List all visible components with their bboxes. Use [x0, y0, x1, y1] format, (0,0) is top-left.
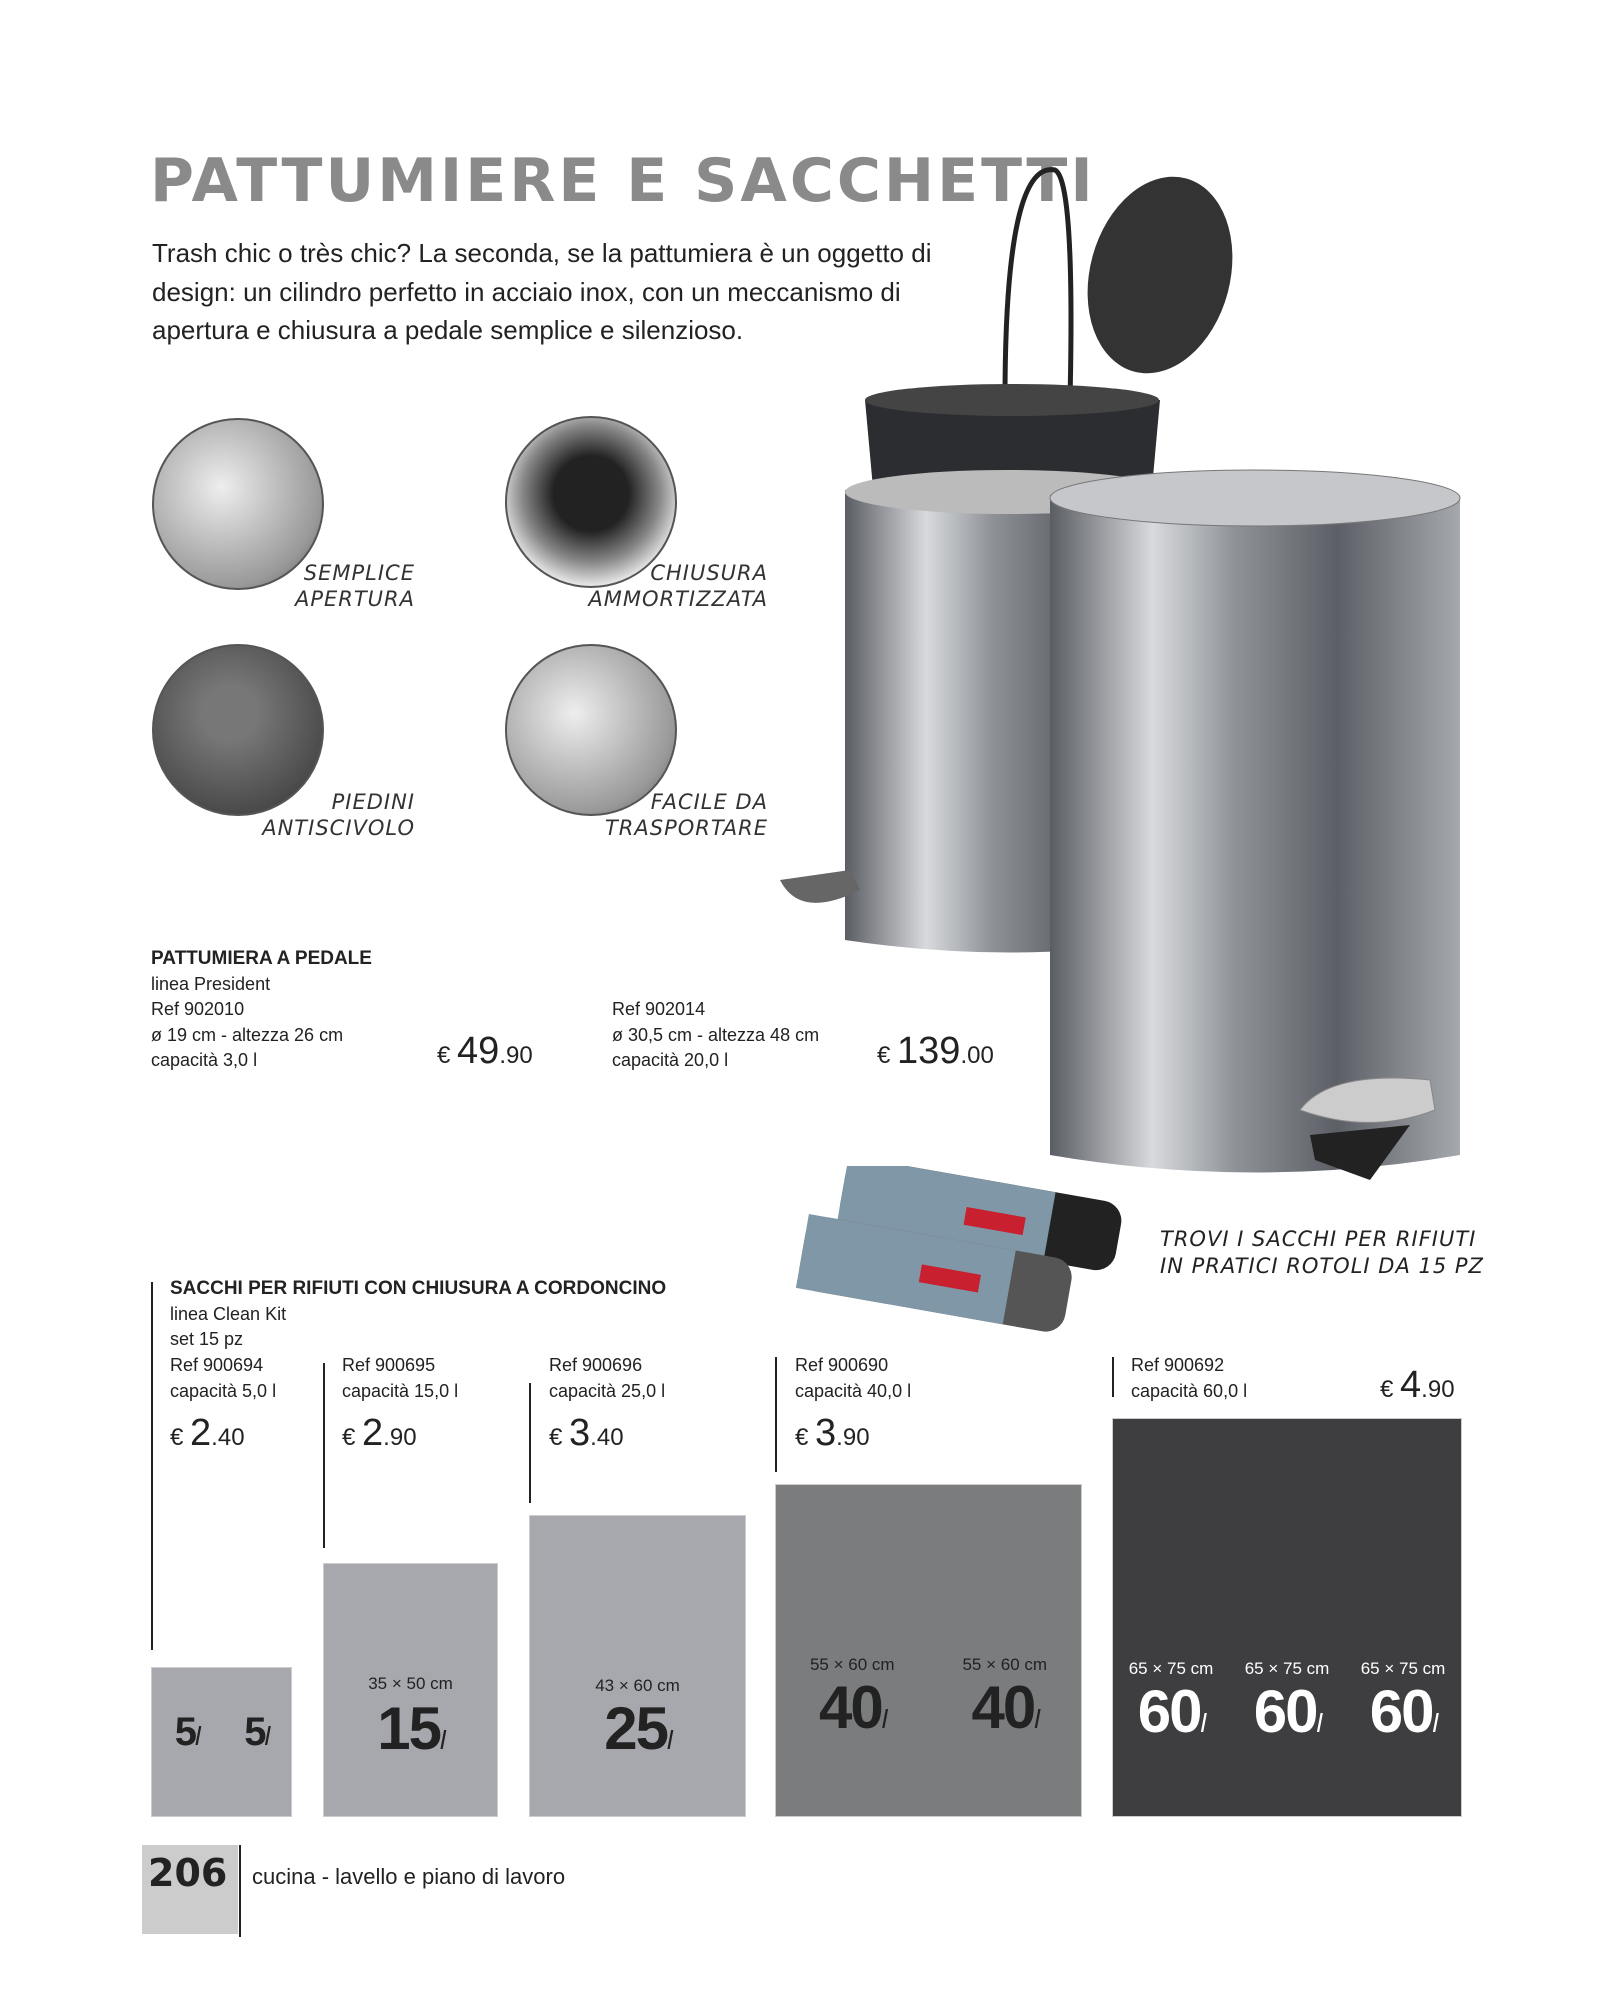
feature-label: CHIUSURA AMMORTIZZATA	[588, 561, 768, 611]
price-902010: € 49.90	[437, 1030, 533, 1072]
page-number: 206	[148, 1851, 228, 1895]
price-902014: € 139.00	[877, 1030, 994, 1072]
bag-info: Ref 900694 capacità 5,0 l	[170, 1355, 277, 1401]
feature-label: PIEDINI ANTISCIVOLO	[262, 790, 415, 840]
divider	[323, 1363, 325, 1548]
divider	[1112, 1357, 1114, 1397]
feature-label: SEMPLICE APERTURA	[294, 561, 415, 611]
intro-text: Trash chic o très chic? La seconda, se la pattumiera è un oggetto di design: un cilindro perfetto in acciaio inox, con un meccanismo di apertura e chiusura a pedale semplice e silenzioso.	[152, 238, 932, 345]
section-label: cucina - lavello e piano di lavoro	[252, 1864, 566, 1889]
bag-info: Ref 900692 capacità 60,0 l	[1131, 1355, 1248, 1401]
bin-product-info: Ref 902014 ø 30,5 cm - altezza 48 cm capacità 20,0 l	[612, 999, 820, 1070]
divider	[529, 1383, 531, 1503]
feature-label: FACILE DA TRASPORTARE	[604, 790, 768, 840]
bag-info: Ref 900695 capacità 15,0 l	[342, 1355, 459, 1401]
bag-5l-image: 5l 5l	[151, 1667, 292, 1817]
bin-product-info: PATTUMIERA A PEDALE linea President Ref 902010 ø 19 cm - altezza 26 cm capacità 3,0 l	[151, 948, 372, 1070]
page-number-box	[142, 1845, 238, 1934]
bag-info: Ref 900690 capacità 40,0 l	[795, 1355, 912, 1401]
price-900692: € 4.90	[1380, 1364, 1455, 1406]
page-title: PATTUMIERE E SACCHETTI	[150, 146, 1096, 216]
bag-rolls-image	[780, 1166, 1130, 1341]
price-900690: € 3.90	[795, 1412, 870, 1454]
price-900695: € 2.90	[342, 1412, 417, 1454]
price-900694: € 2.40	[170, 1412, 245, 1454]
bag-60l-image: 65 × 75 cm 65 × 75 cm 65 × 75 cm 60l 60l 60l	[1112, 1418, 1462, 1817]
bag-info: Ref 900696 capacità 25,0 l	[549, 1355, 666, 1401]
bag-40l-image: 55 × 60 cm 55 × 60 cm 40l 40l	[775, 1484, 1082, 1817]
bag-25l-image: 43 × 60 cm 25l	[529, 1515, 746, 1817]
bags-header: SACCHI PER RIFIUTI CON CHIUSURA A CORDONCINO linea Clean Kit set 15 pz	[170, 1278, 667, 1349]
divider	[151, 1282, 153, 1650]
rolls-note: TROVI I SACCHI PER RIFIUTI IN PRATICI ROTOLI DA 15 PZ	[1160, 1227, 1484, 1278]
price-900696: € 3.40	[549, 1412, 624, 1454]
bag-15l-image: 35 × 50 cm 15l	[323, 1563, 498, 1817]
divider	[775, 1357, 777, 1472]
divider	[239, 1845, 241, 1937]
